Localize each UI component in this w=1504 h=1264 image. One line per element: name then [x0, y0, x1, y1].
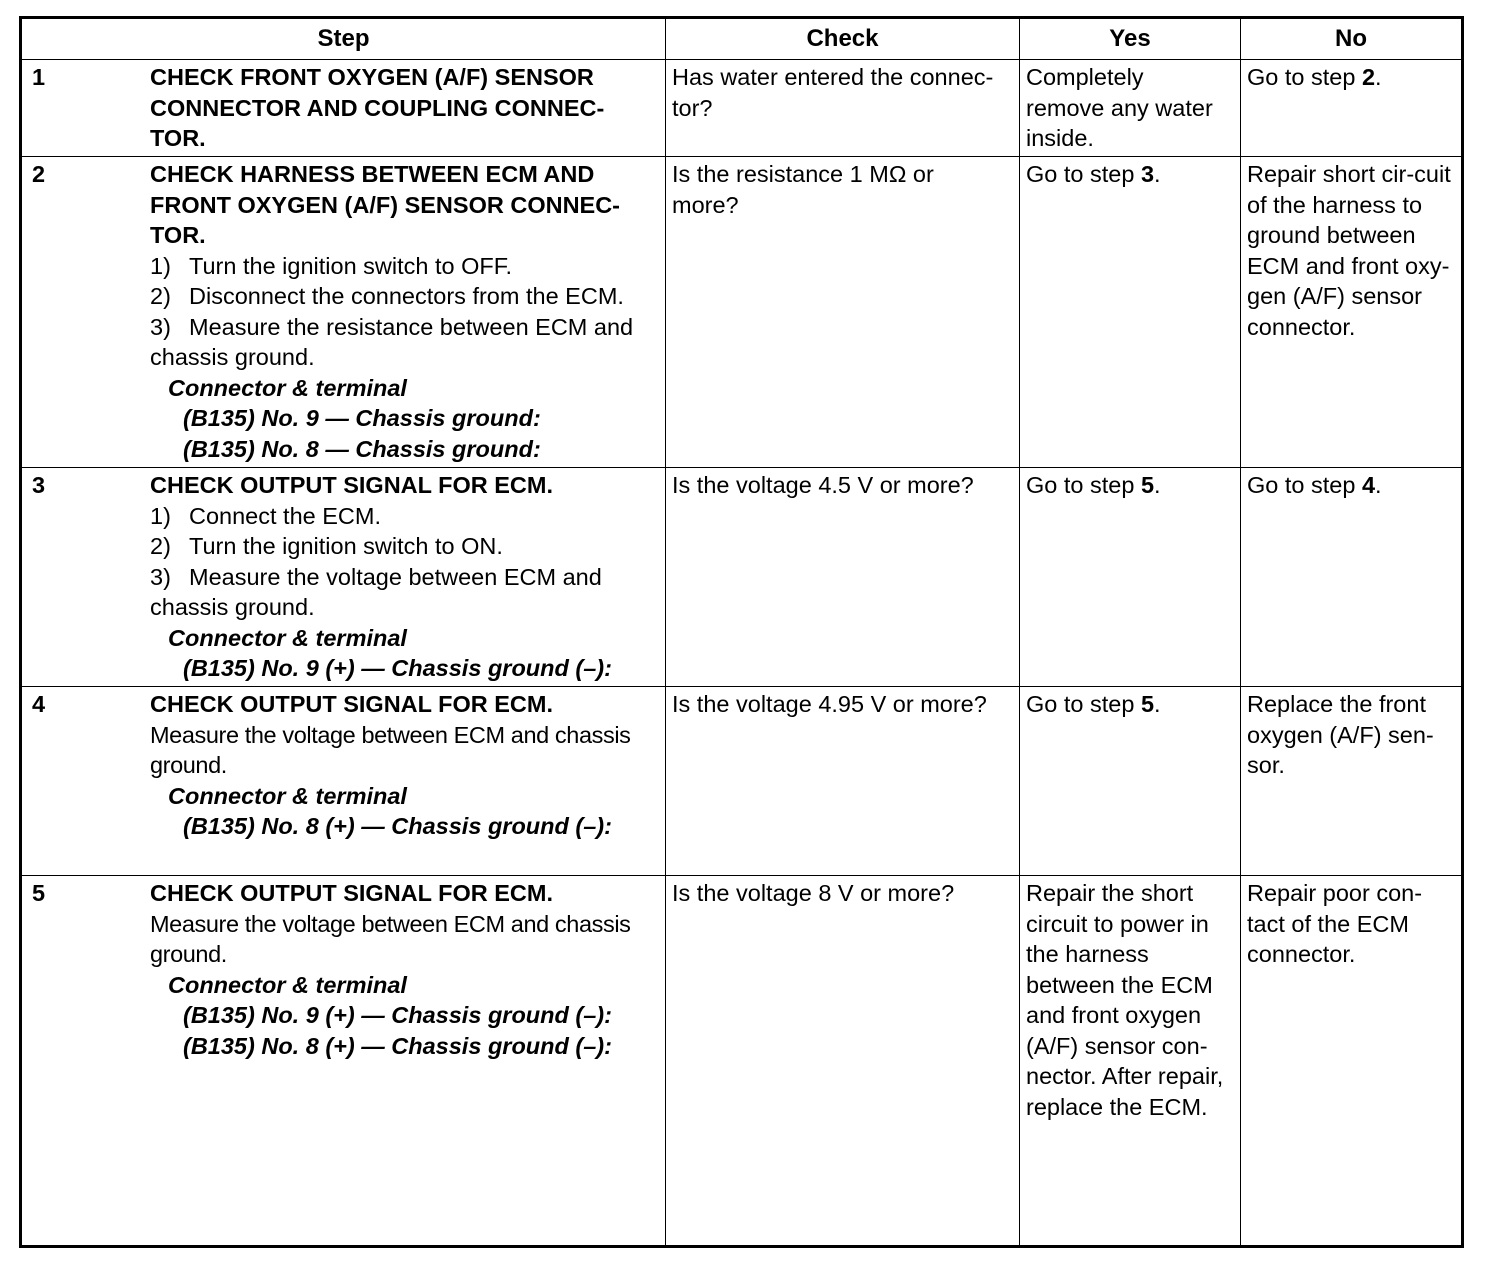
check-text: Has water entered the connec-tor?: [672, 64, 994, 121]
list-item: 2) Disconnect the connectors from the ECM.: [150, 283, 624, 309]
table-row: [21, 687, 1463, 876]
step-number: 3: [32, 472, 46, 498]
header-check: Check: [666, 18, 1020, 60]
yes-cell: [1020, 157, 1241, 468]
step-title: CHECK HARNESS BETWEEN ECM AND FRONT OXYGEN (A/F) SENSOR CONNEC-TOR.: [150, 161, 621, 248]
no-cell: [1241, 468, 1463, 687]
yes-cell: [1020, 60, 1241, 157]
yes-cell: [1020, 687, 1241, 876]
yes-text: Go to step 3.: [1026, 161, 1161, 187]
no-cell: [1241, 157, 1463, 468]
no-text: Repair short cir-cuit of the harness to ground between ECM and front oxy-gen (A/F) sensor connector.: [1247, 161, 1451, 340]
step-cell: [21, 468, 666, 687]
connector-label: Connector & terminal: [168, 971, 407, 998]
step-text: Measure the voltage between ECM and chassis ground.: [150, 910, 631, 967]
connector-label: Connector & terminal: [168, 782, 407, 809]
list-item: 3) Measure the resistance between ECM and chassis ground.: [150, 313, 634, 370]
connector-item: (B135) No. 8 — Chassis ground:: [183, 435, 541, 462]
no-cell: [1241, 687, 1463, 876]
step-number: 4: [32, 691, 46, 717]
check-cell: [666, 687, 1020, 876]
no-cell: [1241, 60, 1463, 157]
yes-text: Go to step 5.: [1026, 691, 1161, 717]
step-ref: 4: [1361, 472, 1376, 498]
check-cell: [666, 60, 1020, 157]
step-title: CHECK OUTPUT SIGNAL FOR ECM.: [150, 880, 553, 906]
list-item: 1) Turn the ignition switch to OFF.: [150, 252, 513, 279]
step-cell: [21, 60, 666, 157]
check-text: Is the voltage 4.95 V or more?: [672, 691, 987, 717]
table-row: [21, 157, 1463, 468]
check-cell: [666, 876, 1020, 1247]
yes-text: Repair the short circuit to power in the harness between the ECM and front oxygen (A/F) sensor con-nector. After repair, replace the ECM.: [1026, 880, 1224, 1120]
step-number: 5: [32, 880, 46, 906]
connector-item: (B135) No. 9 (+) — Chassis ground (–):: [183, 655, 612, 681]
step-ref: 5: [1140, 472, 1155, 498]
step-ref: 5: [1140, 691, 1155, 717]
connector-item: (B135) No. 9 (+) — Chassis ground (–):: [183, 1002, 612, 1028]
step-title: CHECK FRONT OXYGEN (A/F) SENSOR CONNECTOR AND COUPLING CONNEC-TOR.: [150, 64, 605, 151]
check-text: Is the voltage 8 V or more?: [672, 880, 955, 906]
header-yes: Yes: [1020, 18, 1241, 60]
table-row: [21, 60, 1463, 157]
connector-label: Connector & terminal: [168, 374, 407, 401]
yes-text: Go to step 5.: [1026, 472, 1161, 498]
no-text: Repair poor con-tact of the ECM connector.: [1247, 880, 1423, 967]
yes-text: Completely remove any water inside.: [1026, 64, 1213, 151]
no-text: Go to step 4.: [1247, 472, 1382, 498]
no-text: Replace the front oxygen (A/F) sen-sor.: [1247, 691, 1434, 778]
no-cell: [1241, 876, 1463, 1247]
check-text: Is the resistance 1 MΩ or more?: [672, 161, 934, 218]
connector-item: (B135) No. 8 (+) — Chassis ground (–):: [183, 813, 612, 839]
check-cell: [666, 157, 1020, 468]
step-cell: [21, 157, 666, 468]
step-ref: 2: [1361, 64, 1376, 90]
list-item: 2) Turn the ignition switch to ON.: [150, 533, 503, 559]
yes-cell: [1020, 876, 1241, 1247]
connector-item: (B135) No. 8 (+) — Chassis ground (–):: [183, 1032, 612, 1059]
check-text: Is the voltage 4.5 V or more?: [672, 472, 974, 498]
header-step: Step: [21, 18, 666, 60]
connector-item: (B135) No. 9 — Chassis ground:: [183, 405, 541, 431]
header-row: [21, 18, 1463, 60]
list-item: 1) Connect the ECM.: [150, 502, 382, 529]
list-item: 3) Measure the voltage between ECM and chassis ground.: [150, 563, 602, 620]
yes-cell: [1020, 468, 1241, 687]
table-row: [21, 876, 1463, 1247]
step-number: 2: [32, 161, 46, 187]
table-row: [21, 468, 1463, 687]
no-text: Go to step 2.: [1247, 64, 1382, 90]
step-title: CHECK OUTPUT SIGNAL FOR ECM.: [150, 472, 553, 498]
step-title: CHECK OUTPUT SIGNAL FOR ECM.: [150, 691, 553, 717]
step-number: 1: [32, 64, 46, 90]
check-cell: [666, 468, 1020, 687]
step-ref: 3: [1140, 161, 1155, 187]
step-cell: [21, 687, 666, 876]
diagnostic-table: [19, 16, 1464, 1248]
header-no: No: [1241, 18, 1463, 60]
step-text: Measure the voltage between ECM and chassis ground.: [150, 721, 631, 778]
connector-label: Connector & terminal: [168, 624, 407, 651]
step-cell: [21, 876, 666, 1247]
